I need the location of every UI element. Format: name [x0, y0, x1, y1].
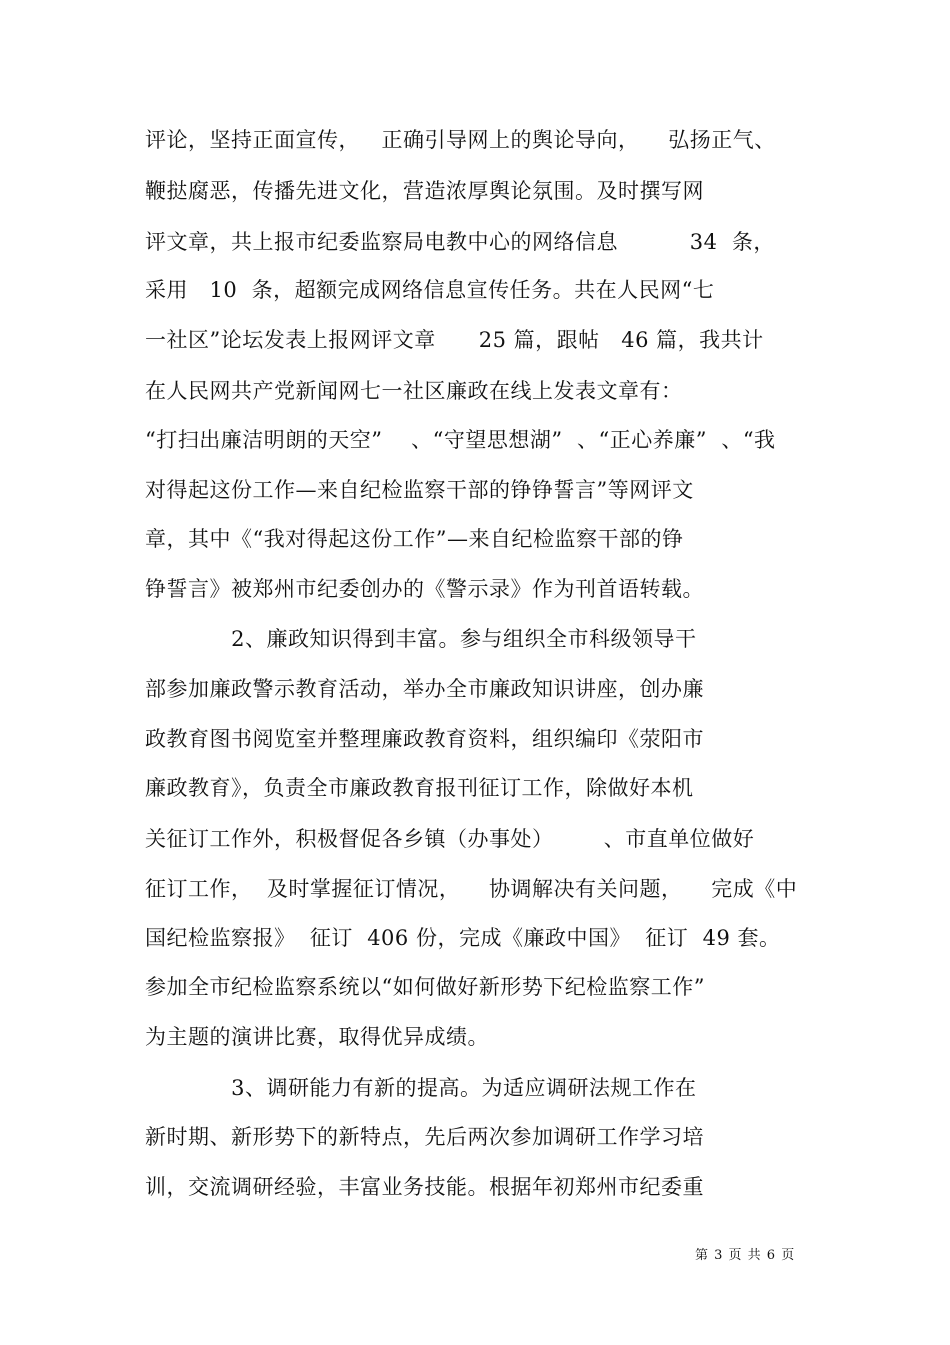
body-text-line: 对得起这份工作—来自纪检监察干部的铮铮誓言”等网评文 — [145, 478, 694, 502]
body-text-line: 部参加廉政警示教育活动，举办全市廉政知识讲座，创办廉 — [145, 677, 704, 701]
body-text-line: 评文章，共上报市纪委监察局电教中心的网络信息 34 条， — [145, 230, 775, 254]
body-text-line: 关征订工作外，积极督促各乡镇（办事处） 、市直单位做好 — [145, 827, 755, 851]
section-heading-line: 3、调研能力有新的提高。为适应调研法规工作在 — [145, 1076, 697, 1100]
body-text-line: 征订工作， 及时掌握征订情况， 协调解决有关问题， 完成《中 — [145, 877, 798, 901]
body-text-line: “打扫出廉洁明朗的天空” 、“守望思想湖” 、“正心养廉” 、“我 — [145, 428, 776, 452]
body-text-line: 训，交流调研经验，丰富业务技能。根据年初郑州市纪委重 — [145, 1175, 704, 1199]
section-heading-line: 2、廉政知识得到丰富。参与组织全市科级领导干 — [145, 627, 697, 651]
body-text-line: 参加全市纪检监察系统以“如何做好新形势下纪检监察工作” — [145, 975, 705, 999]
body-text-line: 鞭挞腐恶，传播先进文化，营造浓厚舆论氛围。及时撰写网 — [145, 179, 704, 203]
body-text-line: 廉政教育》，负责全市廉政教育报刊征订工作，除做好本机 — [145, 776, 694, 800]
body-text-line: 章，其中《“我对得起这份工作”—来自纪检监察干部的铮 — [145, 527, 684, 551]
body-text-line: 为主题的演讲比赛，取得优异成绩。 — [145, 1025, 489, 1049]
body-text-line: 政教育图书阅览室并整理廉政教育资料，组织编印《荥阳市 — [145, 727, 704, 751]
body-text-line: 一社区”论坛发表上报网评文章 25 篇，跟帖 46 篇，我共计 — [145, 328, 764, 352]
page-number-footer: 第 3 页 共 6 页 — [695, 1248, 796, 1263]
body-text-line: 评论，坚持正面宣传， 正确引导网上的舆论导向， 弘扬正气、 — [145, 128, 776, 152]
body-text-line: 在人民网共产党新闻网七一社区廉政在线上发表文章有： — [145, 379, 683, 403]
body-text-line: 铮誓言》被郑州市纪委创办的《警示录》作为刊首语转载。 — [145, 577, 704, 601]
body-text-line: 国纪检监察报》 征订 406 份，完成《廉政中国》 征订 49 套。 — [145, 926, 781, 950]
body-text-line: 新时期、新形势下的新特点，先后两次参加调研工作学习培 — [145, 1125, 704, 1149]
body-text-line: 采用 10 条，超额完成网络信息宣传任务。共在人民网“七 — [145, 278, 715, 302]
